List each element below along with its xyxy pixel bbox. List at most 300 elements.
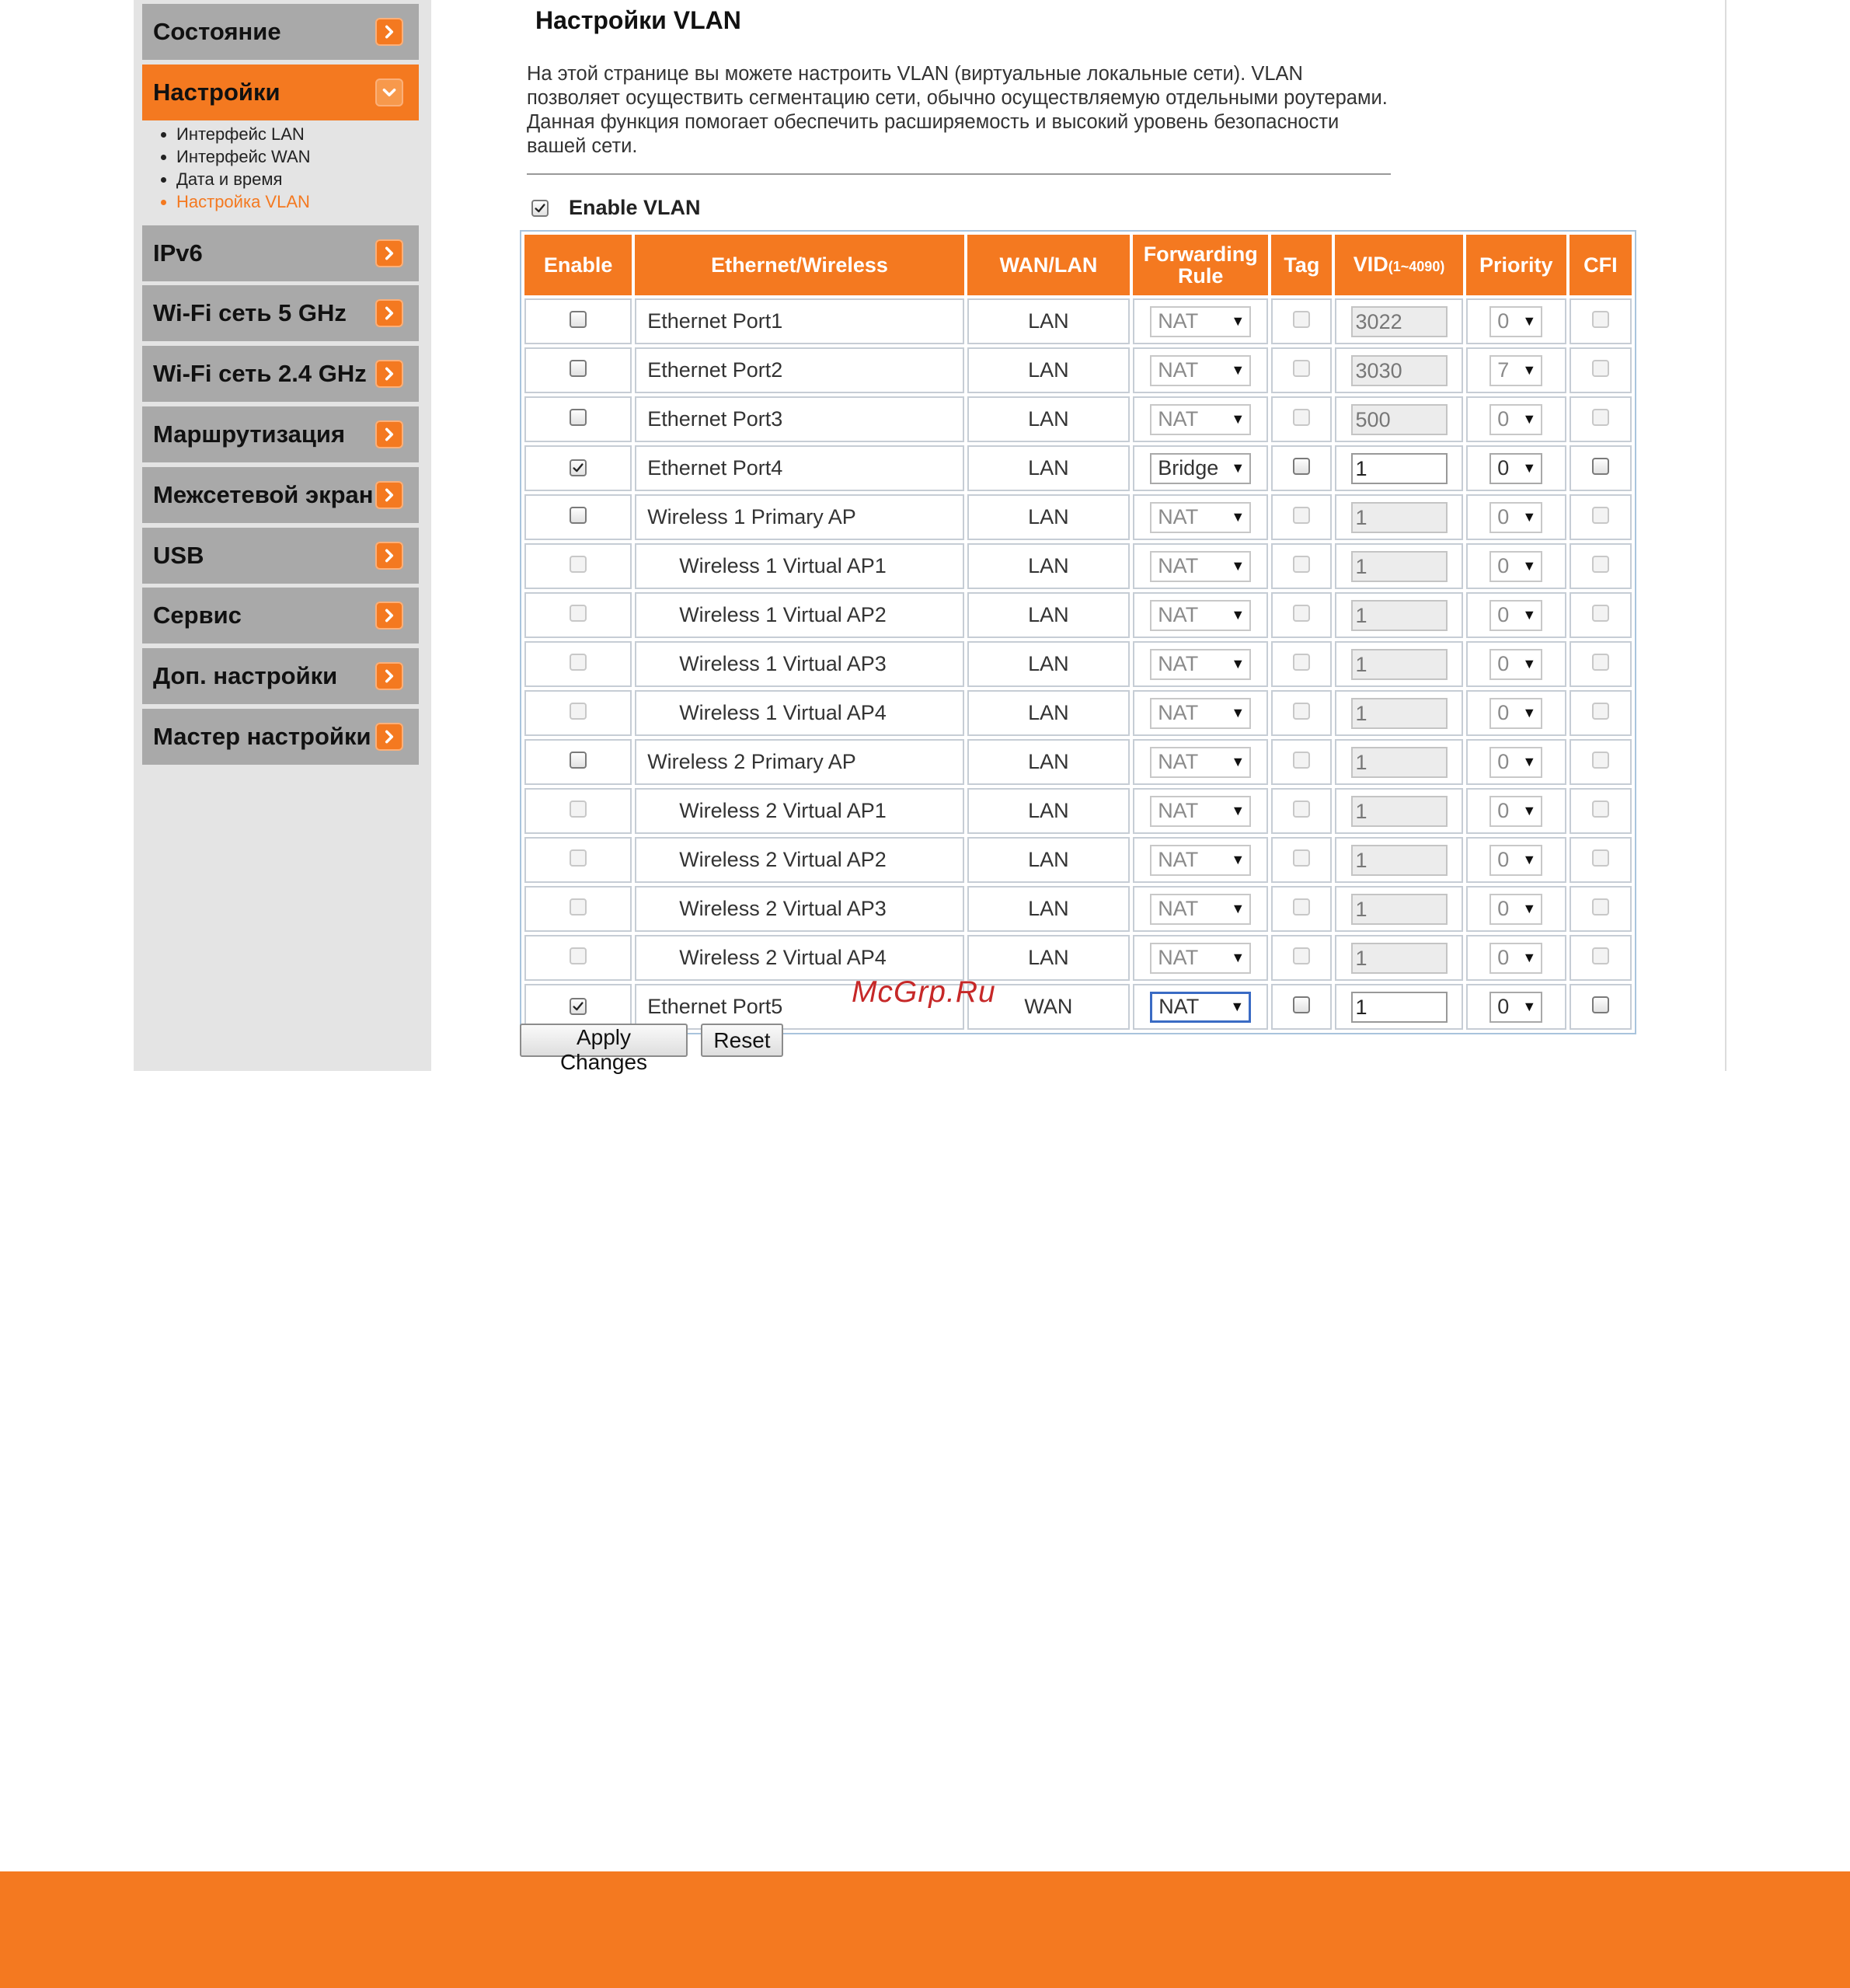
priority-value: 0 bbox=[1497, 554, 1510, 577]
tag-checkbox bbox=[1293, 947, 1310, 964]
tag-cell bbox=[1271, 788, 1332, 834]
tag-cell bbox=[1271, 690, 1332, 736]
tag-cell bbox=[1271, 935, 1332, 981]
enable-cell bbox=[524, 788, 632, 834]
priority-value: 0 bbox=[1497, 603, 1510, 626]
dropdown-caret-icon: ▼ bbox=[1522, 558, 1537, 574]
priority-select bbox=[1489, 845, 1542, 876]
enable-cell bbox=[524, 641, 632, 687]
header-tag: Tag bbox=[1271, 235, 1332, 295]
forwarding-rule-cell bbox=[1133, 298, 1268, 344]
priority-value: 0 bbox=[1497, 750, 1510, 773]
vid-cell bbox=[1335, 837, 1462, 883]
tag-checkbox bbox=[1293, 752, 1310, 769]
vid-input: 1 bbox=[1351, 943, 1448, 974]
chevron-right-icon bbox=[375, 542, 403, 570]
forwarding-rule-value: NAT bbox=[1158, 995, 1200, 1018]
submenu-item[interactable]: • Интерфейс WAN bbox=[176, 145, 311, 168]
forwarding-rule-cell bbox=[1133, 935, 1268, 981]
sidebar-item-label: Сервис bbox=[153, 602, 242, 629]
sidebar-item-label: Маршрутизация bbox=[153, 420, 346, 448]
vid-input: 3030 bbox=[1351, 355, 1448, 386]
sidebar-item-11[interactable] bbox=[142, 709, 419, 765]
priority-value: 0 bbox=[1497, 848, 1510, 871]
sidebar-item-1[interactable] bbox=[142, 4, 419, 60]
vlan-table-body bbox=[524, 298, 1632, 1030]
port-name: Ethernet Port2 bbox=[635, 347, 964, 393]
priority-cell bbox=[1466, 396, 1566, 442]
dropdown-caret-icon: ▼ bbox=[1522, 901, 1537, 916]
forwarding-rule-select bbox=[1150, 355, 1251, 386]
forwarding-rule-cell bbox=[1133, 641, 1268, 687]
priority-value: 0 bbox=[1497, 652, 1510, 675]
tag-cell bbox=[1271, 886, 1332, 932]
cfi-cell bbox=[1570, 592, 1632, 638]
wanlan-value: LAN bbox=[967, 935, 1130, 981]
cfi-cell bbox=[1570, 788, 1632, 834]
table-row bbox=[524, 445, 1632, 491]
table-row bbox=[524, 641, 1632, 687]
row-enable-checkbox bbox=[570, 947, 587, 964]
table-row bbox=[524, 396, 1632, 442]
vid-input: 1 bbox=[1351, 649, 1448, 680]
vid-cell bbox=[1335, 543, 1462, 589]
submenu-item[interactable]: • Настройка VLAN bbox=[176, 190, 311, 213]
priority-select bbox=[1489, 649, 1542, 680]
priority-value: 0 bbox=[1497, 309, 1510, 333]
vid-input: 1 bbox=[1351, 747, 1448, 778]
header-forwarding-rule bbox=[1133, 235, 1268, 295]
cfi-checkbox bbox=[1592, 556, 1609, 573]
sidebar-item-label: IPv6 bbox=[153, 239, 203, 267]
forwarding-rule-select bbox=[1150, 502, 1251, 533]
cfi-cell bbox=[1570, 886, 1632, 932]
tag-checkbox bbox=[1293, 849, 1310, 867]
tag-checkbox bbox=[1293, 605, 1310, 622]
dropdown-caret-icon: ▼ bbox=[1231, 705, 1246, 720]
priority-select bbox=[1489, 404, 1542, 435]
forwarding-rule-cell bbox=[1133, 690, 1268, 736]
sidebar-item-label: Состояние bbox=[153, 18, 281, 45]
enable-vlan-checkbox[interactable] bbox=[531, 200, 549, 217]
priority-select bbox=[1489, 894, 1542, 925]
dropdown-caret-icon: ▼ bbox=[1522, 754, 1537, 769]
vid-cell bbox=[1335, 886, 1462, 932]
enable-cell bbox=[524, 592, 632, 638]
cfi-checkbox bbox=[1592, 605, 1609, 622]
row-enable-checkbox[interactable] bbox=[570, 311, 587, 328]
vid-cell bbox=[1335, 592, 1462, 638]
tag-cell bbox=[1271, 543, 1332, 589]
cfi-checkbox bbox=[1592, 409, 1609, 426]
chevron-right-icon bbox=[375, 239, 403, 267]
tag-checkbox bbox=[1293, 898, 1310, 916]
vid-cell bbox=[1335, 641, 1462, 687]
table-row bbox=[524, 592, 1632, 638]
row-enable-checkbox bbox=[570, 898, 587, 916]
enable-cell bbox=[524, 739, 632, 785]
watermark: McGrp.Ru bbox=[852, 975, 996, 1009]
port-name: Wireless 2 Virtual AP4 bbox=[635, 935, 964, 981]
priority-value: 0 bbox=[1497, 505, 1510, 528]
cfi-checkbox bbox=[1592, 507, 1609, 524]
forwarding-rule-select bbox=[1150, 894, 1251, 925]
priority-cell bbox=[1466, 445, 1566, 491]
chevron-right-icon bbox=[375, 481, 403, 509]
sidebar-item-10[interactable] bbox=[142, 648, 419, 704]
forwarding-rule-select bbox=[1150, 845, 1251, 876]
cfi-cell bbox=[1570, 641, 1632, 687]
forwarding-rule-select bbox=[1150, 796, 1251, 827]
tag-checkbox bbox=[1293, 360, 1310, 377]
settings-submenu bbox=[153, 123, 311, 213]
forwarding-rule-cell bbox=[1133, 396, 1268, 442]
port-name: Wireless 2 Virtual AP1 bbox=[635, 788, 964, 834]
dropdown-caret-icon: ▼ bbox=[1230, 999, 1245, 1014]
vid-input: 1 bbox=[1351, 502, 1448, 533]
priority-value: 0 bbox=[1497, 407, 1510, 431]
dropdown-caret-icon: ▼ bbox=[1522, 656, 1537, 671]
dropdown-caret-icon: ▼ bbox=[1231, 607, 1246, 623]
priority-cell bbox=[1466, 837, 1566, 883]
chevron-right-icon bbox=[375, 299, 403, 327]
port-name: Ethernet Port5 bbox=[635, 984, 964, 1030]
forwarding-rule-cell bbox=[1133, 445, 1268, 491]
priority-select bbox=[1489, 551, 1542, 582]
vid-cell bbox=[1335, 690, 1462, 736]
cfi-checkbox[interactable] bbox=[1592, 458, 1609, 475]
cfi-checkbox[interactable] bbox=[1592, 996, 1609, 1013]
vid-input: 1 bbox=[1351, 600, 1448, 631]
cfi-checkbox bbox=[1592, 703, 1609, 720]
enable-cell bbox=[524, 837, 632, 883]
enable-cell bbox=[524, 886, 632, 932]
table-row bbox=[524, 298, 1632, 344]
cfi-checkbox bbox=[1592, 654, 1609, 671]
row-enable-checkbox[interactable] bbox=[570, 360, 587, 377]
vid-input: 1 bbox=[1351, 796, 1448, 827]
sidebar bbox=[134, 0, 431, 1071]
forwarding-rule-value: NAT bbox=[1158, 603, 1199, 626]
row-enable-checkbox[interactable] bbox=[570, 409, 587, 426]
reset-button[interactable]: Reset bbox=[701, 1024, 783, 1057]
sidebar-item-label: Межсетевой экран bbox=[153, 481, 374, 508]
forwarding-rule-cell bbox=[1133, 494, 1268, 540]
port-name: Wireless 1 Virtual AP2 bbox=[635, 592, 964, 638]
enable-cell bbox=[524, 543, 632, 589]
dropdown-caret-icon: ▼ bbox=[1522, 362, 1537, 378]
wanlan-value: LAN bbox=[967, 886, 1130, 932]
forwarding-rule-select bbox=[1150, 404, 1251, 435]
cfi-cell bbox=[1570, 543, 1632, 589]
sidebar-item-label: Мастер настройки bbox=[153, 723, 371, 750]
chevron-right-icon bbox=[375, 360, 403, 388]
submenu-item[interactable]: • Дата и время bbox=[176, 168, 311, 190]
tag-checkbox bbox=[1293, 800, 1310, 818]
dropdown-caret-icon: ▼ bbox=[1231, 362, 1246, 378]
tag-cell bbox=[1271, 592, 1332, 638]
dropdown-caret-icon: ▼ bbox=[1522, 313, 1537, 329]
forwarding-rule-select[interactable] bbox=[1150, 453, 1251, 484]
table-row bbox=[524, 347, 1632, 393]
forwarding-rule-value: NAT bbox=[1158, 701, 1199, 724]
table-row bbox=[524, 690, 1632, 736]
wanlan-value: LAN bbox=[967, 543, 1130, 589]
cfi-cell bbox=[1570, 298, 1632, 344]
wanlan-value: LAN bbox=[967, 347, 1130, 393]
forwarding-rule-value: NAT bbox=[1158, 848, 1199, 871]
priority-value: 0 bbox=[1497, 456, 1510, 480]
vid-cell bbox=[1335, 298, 1462, 344]
port-name: Wireless 1 Virtual AP1 bbox=[635, 543, 964, 589]
tag-cell bbox=[1271, 739, 1332, 785]
priority-value: 0 bbox=[1497, 897, 1510, 920]
forwarding-rule-select[interactable] bbox=[1150, 992, 1251, 1023]
forwarding-rule-value: NAT bbox=[1158, 652, 1199, 675]
sidebar-item-label: Настройки bbox=[153, 78, 280, 106]
vid-cell bbox=[1335, 935, 1462, 981]
wanlan-value: LAN bbox=[967, 396, 1130, 442]
port-name: Ethernet Port1 bbox=[635, 298, 964, 344]
table-row bbox=[524, 494, 1632, 540]
wanlan-value: LAN bbox=[967, 445, 1130, 491]
header-rule-line2: Rule bbox=[1177, 264, 1224, 288]
dropdown-caret-icon: ▼ bbox=[1522, 460, 1537, 476]
enable-cell bbox=[524, 347, 632, 393]
port-name: Wireless 2 Primary AP bbox=[635, 739, 964, 785]
forwarding-rule-value: NAT bbox=[1158, 946, 1199, 969]
dropdown-caret-icon: ▼ bbox=[1522, 999, 1537, 1014]
port-name: Wireless 2 Virtual AP2 bbox=[635, 837, 964, 883]
priority-select[interactable] bbox=[1489, 453, 1542, 484]
chevron-right-icon bbox=[375, 18, 403, 46]
sidebar-item-2[interactable] bbox=[142, 65, 419, 120]
chevron-right-icon bbox=[375, 662, 403, 690]
header-vid-label: VID bbox=[1353, 252, 1388, 276]
table-header-row bbox=[524, 235, 1632, 295]
priority-select[interactable] bbox=[1489, 992, 1542, 1023]
dropdown-caret-icon: ▼ bbox=[1522, 803, 1537, 818]
header-priority: Priority bbox=[1466, 235, 1566, 295]
priority-select bbox=[1489, 698, 1542, 729]
dropdown-caret-icon: ▼ bbox=[1231, 901, 1246, 916]
sidebar-item-8[interactable] bbox=[142, 528, 419, 584]
priority-value: 0 bbox=[1497, 799, 1510, 822]
forwarding-rule-value: NAT bbox=[1158, 407, 1199, 431]
row-enable-checkbox[interactable] bbox=[570, 507, 587, 524]
enable-cell bbox=[524, 935, 632, 981]
tag-cell bbox=[1271, 494, 1332, 540]
sidebar-item-label: USB bbox=[153, 542, 204, 569]
enable-vlan-row bbox=[531, 196, 701, 220]
priority-cell bbox=[1466, 739, 1566, 785]
vlan-table bbox=[520, 230, 1636, 1034]
sidebar-item-9[interactable] bbox=[142, 588, 419, 643]
vid-input: 3022 bbox=[1351, 306, 1448, 337]
wanlan-value: WAN bbox=[967, 984, 1130, 1030]
row-enable-checkbox bbox=[570, 703, 587, 720]
dropdown-caret-icon: ▼ bbox=[1522, 411, 1537, 427]
cfi-checkbox bbox=[1592, 898, 1609, 916]
priority-value: 0 bbox=[1497, 701, 1510, 724]
cfi-cell bbox=[1570, 984, 1632, 1030]
forwarding-rule-cell bbox=[1133, 347, 1268, 393]
vid-cell bbox=[1335, 494, 1462, 540]
row-enable-checkbox bbox=[570, 605, 587, 622]
wanlan-value: LAN bbox=[967, 592, 1130, 638]
dropdown-caret-icon: ▼ bbox=[1522, 950, 1537, 965]
cfi-checkbox bbox=[1592, 800, 1609, 818]
forwarding-rule-value: NAT bbox=[1158, 799, 1199, 822]
port-name: Wireless 1 Primary AP bbox=[635, 494, 964, 540]
sidebar-item-7[interactable] bbox=[142, 467, 419, 523]
vid-cell bbox=[1335, 788, 1462, 834]
table-row bbox=[524, 543, 1632, 589]
dropdown-caret-icon: ▼ bbox=[1231, 950, 1246, 965]
dropdown-caret-icon: ▼ bbox=[1231, 852, 1246, 867]
tag-cell bbox=[1271, 837, 1332, 883]
sidebar-item-label: Wi-Fi сеть 2.4 GHz bbox=[153, 360, 367, 387]
priority-cell bbox=[1466, 298, 1566, 344]
tag-checkbox bbox=[1293, 311, 1310, 328]
priority-cell bbox=[1466, 592, 1566, 638]
header-enable: Enable bbox=[524, 235, 632, 295]
forwarding-rule-value: NAT bbox=[1158, 897, 1199, 920]
forwarding-rule-cell bbox=[1133, 984, 1268, 1030]
dropdown-caret-icon: ▼ bbox=[1231, 754, 1246, 769]
port-name: Ethernet Port4 bbox=[635, 445, 964, 491]
row-enable-checkbox[interactable] bbox=[570, 752, 587, 769]
chevron-right-icon bbox=[375, 420, 403, 448]
vid-input: 1 bbox=[1351, 698, 1448, 729]
sidebar-item-4[interactable] bbox=[142, 285, 419, 341]
cfi-checkbox bbox=[1592, 360, 1609, 377]
vid-cell bbox=[1335, 396, 1462, 442]
cfi-cell bbox=[1570, 739, 1632, 785]
dropdown-caret-icon: ▼ bbox=[1522, 607, 1537, 623]
priority-select bbox=[1489, 943, 1542, 974]
wanlan-value: LAN bbox=[967, 690, 1130, 736]
vid-input[interactable]: 1 bbox=[1351, 992, 1448, 1023]
cfi-cell bbox=[1570, 690, 1632, 736]
table-row bbox=[524, 837, 1632, 883]
priority-cell bbox=[1466, 984, 1566, 1030]
forwarding-rule-select bbox=[1150, 551, 1251, 582]
priority-cell bbox=[1466, 788, 1566, 834]
port-name: Wireless 1 Virtual AP4 bbox=[635, 690, 964, 736]
forwarding-rule-cell bbox=[1133, 886, 1268, 932]
sidebar-item-6[interactable] bbox=[142, 406, 419, 462]
row-enable-checkbox[interactable] bbox=[570, 459, 587, 476]
wanlan-value: LAN bbox=[967, 788, 1130, 834]
priority-value: 0 bbox=[1497, 946, 1510, 969]
cfi-checkbox bbox=[1592, 849, 1609, 867]
dropdown-caret-icon: ▼ bbox=[1231, 509, 1246, 525]
tag-cell bbox=[1271, 396, 1332, 442]
sidebar-item-5[interactable] bbox=[142, 346, 419, 402]
dropdown-caret-icon: ▼ bbox=[1231, 803, 1246, 818]
enable-cell bbox=[524, 494, 632, 540]
priority-cell bbox=[1466, 886, 1566, 932]
header-vid-range: (1~4090) bbox=[1388, 258, 1445, 274]
dropdown-caret-icon: ▼ bbox=[1231, 656, 1246, 671]
priority-select bbox=[1489, 747, 1542, 778]
priority-select bbox=[1489, 355, 1542, 386]
port-name: Wireless 2 Virtual AP3 bbox=[635, 886, 964, 932]
enable-cell bbox=[524, 690, 632, 736]
priority-select bbox=[1489, 502, 1542, 533]
forwarding-rule-cell bbox=[1133, 543, 1268, 589]
divider bbox=[527, 173, 1391, 175]
table-row bbox=[524, 788, 1632, 834]
dropdown-caret-icon: ▼ bbox=[1522, 705, 1537, 720]
priority-cell bbox=[1466, 543, 1566, 589]
priority-value: 7 bbox=[1497, 358, 1510, 382]
vid-input: 1 bbox=[1351, 551, 1448, 582]
forwarding-rule-cell bbox=[1133, 837, 1268, 883]
tag-cell bbox=[1271, 445, 1332, 491]
forwarding-rule-select bbox=[1150, 943, 1251, 974]
vid-cell bbox=[1335, 347, 1462, 393]
sidebar-item-label: Доп. настройки bbox=[153, 662, 338, 689]
priority-select bbox=[1489, 796, 1542, 827]
cfi-checkbox bbox=[1592, 311, 1609, 328]
page-description: На этой странице вы можете настроить VLAN (виртуальные локальные сети). VLAN позволяет осуществить сегментацию сети, обычно осуществляемую отдельными роутерами. Данная функция помогает обеспечить расширяемость и высокий уровень безопасности вашей сети. bbox=[527, 63, 1388, 157]
tag-cell bbox=[1271, 641, 1332, 687]
tag-checkbox[interactable] bbox=[1293, 996, 1310, 1013]
cfi-cell bbox=[1570, 494, 1632, 540]
tag-checkbox bbox=[1293, 556, 1310, 573]
forwarding-rule-select bbox=[1150, 698, 1251, 729]
priority-cell bbox=[1466, 494, 1566, 540]
forwarding-rule-select bbox=[1150, 600, 1251, 631]
row-enable-checkbox[interactable] bbox=[570, 998, 587, 1015]
wanlan-value: LAN bbox=[967, 641, 1130, 687]
apply-changes-button[interactable]: Apply Changes bbox=[520, 1024, 688, 1057]
port-name: Wireless 1 Virtual AP3 bbox=[635, 641, 964, 687]
priority-cell bbox=[1466, 347, 1566, 393]
tag-checkbox bbox=[1293, 703, 1310, 720]
priority-value: 0 bbox=[1497, 995, 1510, 1018]
dropdown-caret-icon: ▼ bbox=[1522, 852, 1537, 867]
vid-input[interactable]: 1 bbox=[1351, 453, 1448, 484]
cfi-checkbox bbox=[1592, 947, 1609, 964]
cfi-cell bbox=[1570, 935, 1632, 981]
row-enable-checkbox bbox=[570, 654, 587, 671]
header-cfi: CFI bbox=[1570, 235, 1632, 295]
vid-cell bbox=[1335, 984, 1462, 1030]
dropdown-caret-icon: ▼ bbox=[1231, 460, 1246, 476]
forwarding-rule-cell bbox=[1133, 739, 1268, 785]
tag-cell bbox=[1271, 347, 1332, 393]
tag-checkbox[interactable] bbox=[1293, 458, 1310, 475]
forwarding-rule-select bbox=[1150, 747, 1251, 778]
priority-cell bbox=[1466, 641, 1566, 687]
forwarding-rule-value: Bridge bbox=[1158, 456, 1219, 480]
table-row bbox=[524, 739, 1632, 785]
header-rule-line1: Forwarding bbox=[1143, 242, 1258, 266]
table-row bbox=[524, 935, 1632, 981]
dropdown-caret-icon: ▼ bbox=[1231, 411, 1246, 427]
priority-select bbox=[1489, 306, 1542, 337]
forwarding-rule-value: NAT bbox=[1158, 309, 1199, 333]
tag-checkbox bbox=[1293, 654, 1310, 671]
header-vid bbox=[1335, 235, 1462, 295]
submenu-item[interactable]: • Интерфейс LAN bbox=[176, 123, 311, 145]
vid-cell bbox=[1335, 739, 1462, 785]
chevron-right-icon bbox=[375, 723, 403, 751]
sidebar-item-3[interactable] bbox=[142, 225, 419, 281]
